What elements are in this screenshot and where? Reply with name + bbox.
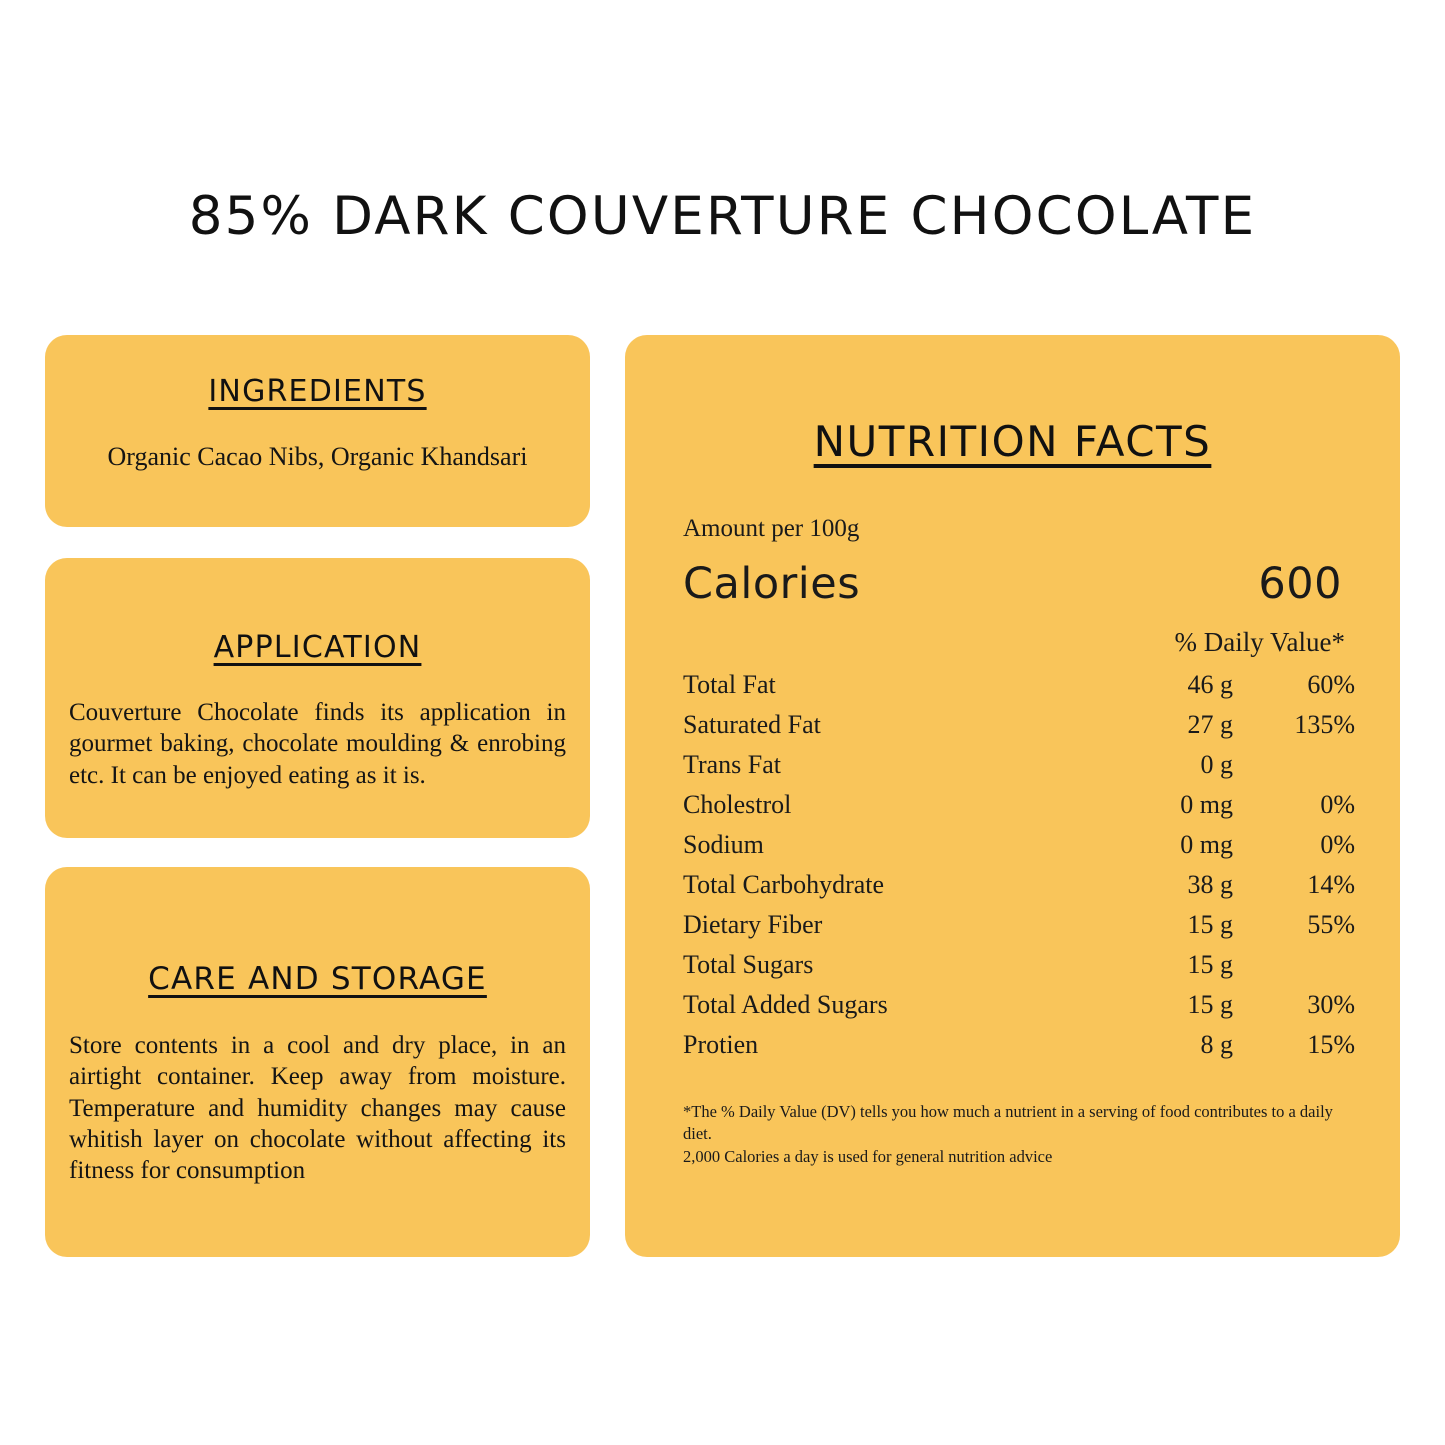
nutrient-amount: 38 g [1187,870,1233,899]
nutrition-footnote [683,1101,1354,1168]
nutrition-row [683,905,1355,945]
nutrient-amount: 27 g [1187,710,1233,739]
nutrient-amount: 46 g [1187,670,1233,699]
nutrition-heading: NUTRITION FACTS [813,417,1212,466]
nutrient-name: Total Carbohydrate [683,870,885,899]
application-heading: APPLICATION [213,630,422,665]
nutrient-daily-value [1233,745,1355,785]
nutrition-row [683,985,1355,1025]
page-title: 85% DARK COUVERTURE CHOCOLATE [188,186,1257,247]
footnote-line-2: 2,000 Calories a day is used for general nutrition advice [683,1146,1053,1166]
nutrition-row [683,865,1355,905]
nutrition-row [683,825,1355,865]
nutrient-daily-value: 55% [1307,910,1355,939]
care-and-storage-card [45,867,590,1257]
calories-row [683,559,1342,609]
calories-value: 600 [1258,559,1342,609]
nutrient-name: Total Sugars [683,950,814,979]
application-card [45,558,590,838]
nutrient-amount: 0 mg [1180,790,1233,819]
calories-label: Calories [683,559,861,609]
nutrient-daily-value: 60% [1307,670,1355,699]
ingredients-body: Organic Cacao Nibs, Organic Khandsari [107,442,528,471]
nutrient-daily-value [1233,945,1355,985]
amount-per-serving: Amount per 100g [683,515,860,542]
nutrient-daily-value: 135% [1294,710,1355,739]
ingredients-card [45,335,590,527]
nutrition-facts-card [625,335,1400,1257]
nutrient-name: Sodium [683,830,764,859]
nutrient-amount: 15 g [1187,990,1233,1019]
application-body: Couverture Chocolate finds its application in gourmet baking, chocolate moulding & enrobing etc. It can be enjoyed eating as it is. [69,699,566,789]
nutrient-daily-value: 14% [1307,870,1355,899]
nutrient-daily-value: 0% [1320,830,1355,859]
daily-value-header: % Daily Value* [1174,627,1345,657]
nutrient-name: Protien [683,1030,759,1059]
footnote-line-1: *The % Daily Value (DV) tells you how much a nutrient in a serving of food contributes to a daily diet. [683,1102,1333,1144]
nutrient-name: Dietary Fiber [683,910,823,939]
nutrition-row [683,945,1355,985]
nutrient-name: Trans Fat [683,750,782,779]
care-and-storage-heading: CARE AND STORAGE [148,961,487,997]
nutrition-row [683,785,1355,825]
nutrient-amount: 15 g [1187,950,1233,979]
nutrition-row [683,705,1355,745]
nutrition-row [683,1025,1355,1065]
nutrient-name: Cholestrol [683,790,792,819]
nutrition-row [683,665,1355,705]
care-and-storage-body: Store contents in a cool and dry place, in an airtight container. Keep away from moisture. Temperature and humidity changes may cause whitish layer on chocolate without affecting its fitness for consumption [69,1032,566,1184]
nutrient-amount: 0 mg [1180,830,1233,859]
nutrient-name: Saturated Fat [683,710,821,739]
nutrient-amount: 0 g [1200,750,1233,779]
nutrient-daily-value: 0% [1320,790,1355,819]
nutrient-amount: 15 g [1187,910,1233,939]
nutrition-table [683,665,1355,1065]
nutrient-daily-value: 30% [1307,990,1355,1019]
nutrient-daily-value: 15% [1307,1030,1355,1059]
nutrition-row [683,745,1355,785]
nutrient-amount: 8 g [1200,1030,1233,1059]
nutrient-name: Total Fat [683,670,776,699]
nutrient-name: Total Added Sugars [683,990,888,1019]
ingredients-heading: INGREDIENTS [208,374,427,409]
